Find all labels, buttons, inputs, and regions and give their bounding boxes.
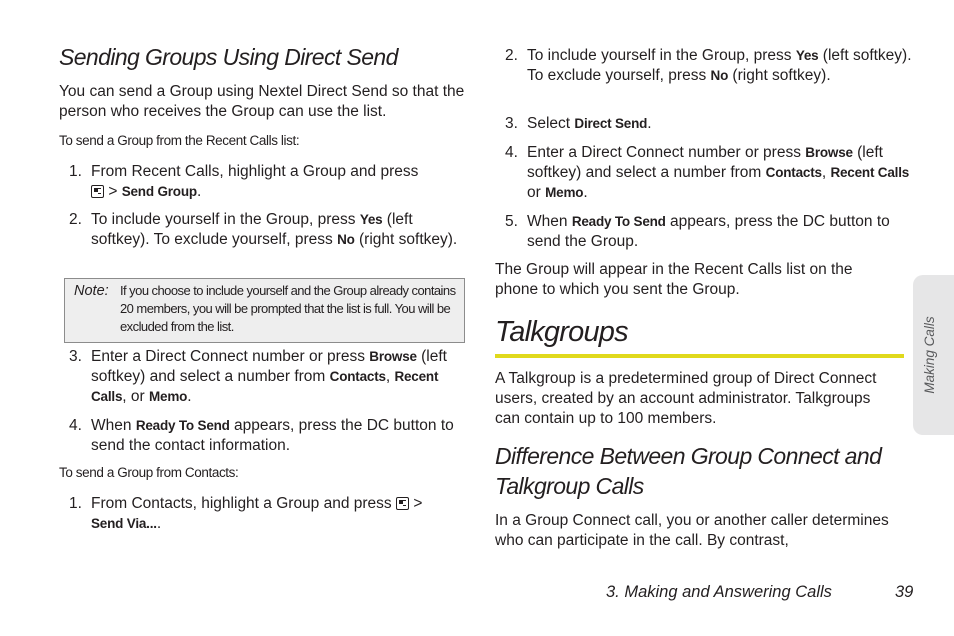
step-text: (right softkey).	[354, 231, 458, 248]
softkey-browse: Browse	[369, 349, 417, 364]
contacts-step-1	[59, 494, 471, 534]
chapter-side-tab	[913, 275, 954, 435]
note-box	[64, 278, 465, 343]
note-text: If you choose to include yourself and the Group already contains 20 members, you will be prompted that the list is full. You will be excluded from the list.	[120, 283, 456, 334]
option-contacts: Contacts	[329, 369, 386, 384]
menu-option-send-group: Send Group	[121, 184, 197, 199]
recent-step-2	[59, 210, 467, 250]
talkgroups-paragraph: A Talkgroup is a predetermined group of Direct Connect users, created by an account administrator. Talkgroups can contain up to 100 members.	[495, 370, 877, 427]
step-text: From Contacts, highlight a Group and press	[91, 495, 392, 512]
footer-chapter: 3. Making and Answering Calls	[606, 583, 832, 601]
step-text: appears, press the DC button to send the Group.	[527, 213, 890, 250]
section-heading-direct-send: Sending Groups Using Direct Send	[59, 44, 398, 70]
subheading-difference: Difference Between Group Connect and Talkgroup Calls	[495, 443, 882, 499]
step-number: 5.	[505, 213, 518, 230]
recent-step-3	[59, 347, 467, 407]
option-memo: Memo	[545, 185, 584, 200]
step-text: When	[527, 213, 572, 230]
footer-page-number: 39	[895, 583, 914, 601]
intro-contacts: To send a Group from Contacts:	[59, 465, 239, 480]
step-text: (left softkey) and select a number from	[527, 144, 883, 181]
step-number: 2.	[505, 47, 518, 64]
step-number: 1.	[69, 163, 82, 180]
step-text: , or	[122, 388, 149, 405]
softkey-no: No	[710, 68, 729, 83]
punctuation: .	[196, 183, 202, 200]
step-text: Enter a Direct Connect number or press	[91, 348, 370, 365]
step-number: 2.	[69, 211, 82, 228]
step-text: (left softkey) and select a number from	[91, 348, 447, 385]
recent-step-1	[59, 162, 467, 202]
step-number: 4.	[505, 144, 518, 161]
step-text: To include yourself in the Group, press	[91, 211, 360, 228]
softkey-yes: Yes	[795, 48, 819, 63]
step-number: 1.	[69, 495, 82, 512]
right-step-4	[495, 143, 912, 203]
difference-paragraph: In a Group Connect call, you or another caller determines who can participate in the call. By contrast,	[495, 512, 889, 549]
step-text: Enter a Direct Connect number or press	[527, 144, 806, 161]
option-memo: Memo	[148, 389, 188, 404]
step-text: When	[91, 417, 136, 434]
direct-send-paragraph: You can send a Group using Nextel Direct Send so that the person who receives the Group can use the list.	[59, 83, 465, 120]
step-text: (left softkey). To exclude yourself, press	[91, 211, 413, 248]
punctuation: .	[583, 184, 588, 201]
punctuation: .	[647, 115, 652, 132]
title-rule	[495, 354, 904, 358]
recent-step-4	[59, 416, 471, 456]
step-separator: >	[413, 495, 423, 512]
group-appears-paragraph: The Group will appear in the Recent Calls list on the phone to which you sent the Group.	[495, 261, 853, 298]
menu-option-send-via: Send Via...	[91, 516, 157, 531]
step-text: From Recent Calls, highlight a Group and press	[91, 163, 419, 180]
softkey-yes: Yes	[359, 212, 383, 227]
side-tab-label: Making Calls	[921, 316, 937, 394]
step-text: or	[527, 184, 546, 201]
right-step-2	[495, 46, 917, 86]
option-contacts: Contacts	[765, 165, 822, 180]
option-recent-calls: Recent Calls	[830, 165, 910, 180]
step-text: ,	[821, 164, 831, 181]
step-number: 4.	[69, 417, 82, 434]
softkey-browse: Browse	[805, 145, 853, 160]
intro-recent-calls: To send a Group from the Recent Calls list:	[59, 133, 300, 148]
right-step-5	[495, 212, 917, 252]
step-separator: >	[108, 183, 118, 200]
note-label: Note:	[74, 283, 109, 299]
right-step-3	[495, 114, 917, 134]
step-text: (left softkey). To exclude yourself, press	[527, 47, 912, 84]
softkey-no: No	[337, 232, 355, 247]
option-direct-send: Direct Send	[574, 116, 648, 131]
status-ready-to-send: Ready To Send	[135, 418, 230, 433]
punctuation: .	[156, 515, 162, 532]
status-ready-to-send: Ready To Send	[571, 214, 666, 229]
option-recent-calls: Recent Calls	[91, 369, 439, 404]
menu-key-icon	[91, 185, 104, 198]
menu-key-icon	[396, 497, 409, 510]
step-text: ,	[385, 368, 395, 385]
step-number: 3.	[505, 115, 518, 132]
step-number: 3.	[69, 348, 82, 365]
section-title-talkgroups: Talkgroups	[495, 316, 628, 348]
step-text: (right softkey).	[728, 67, 831, 84]
punctuation: .	[187, 388, 192, 405]
step-text: Select	[527, 115, 575, 132]
step-text: To include yourself in the Group, press	[527, 47, 796, 64]
step-text: appears, press the DC button to send the contact information.	[91, 417, 454, 454]
